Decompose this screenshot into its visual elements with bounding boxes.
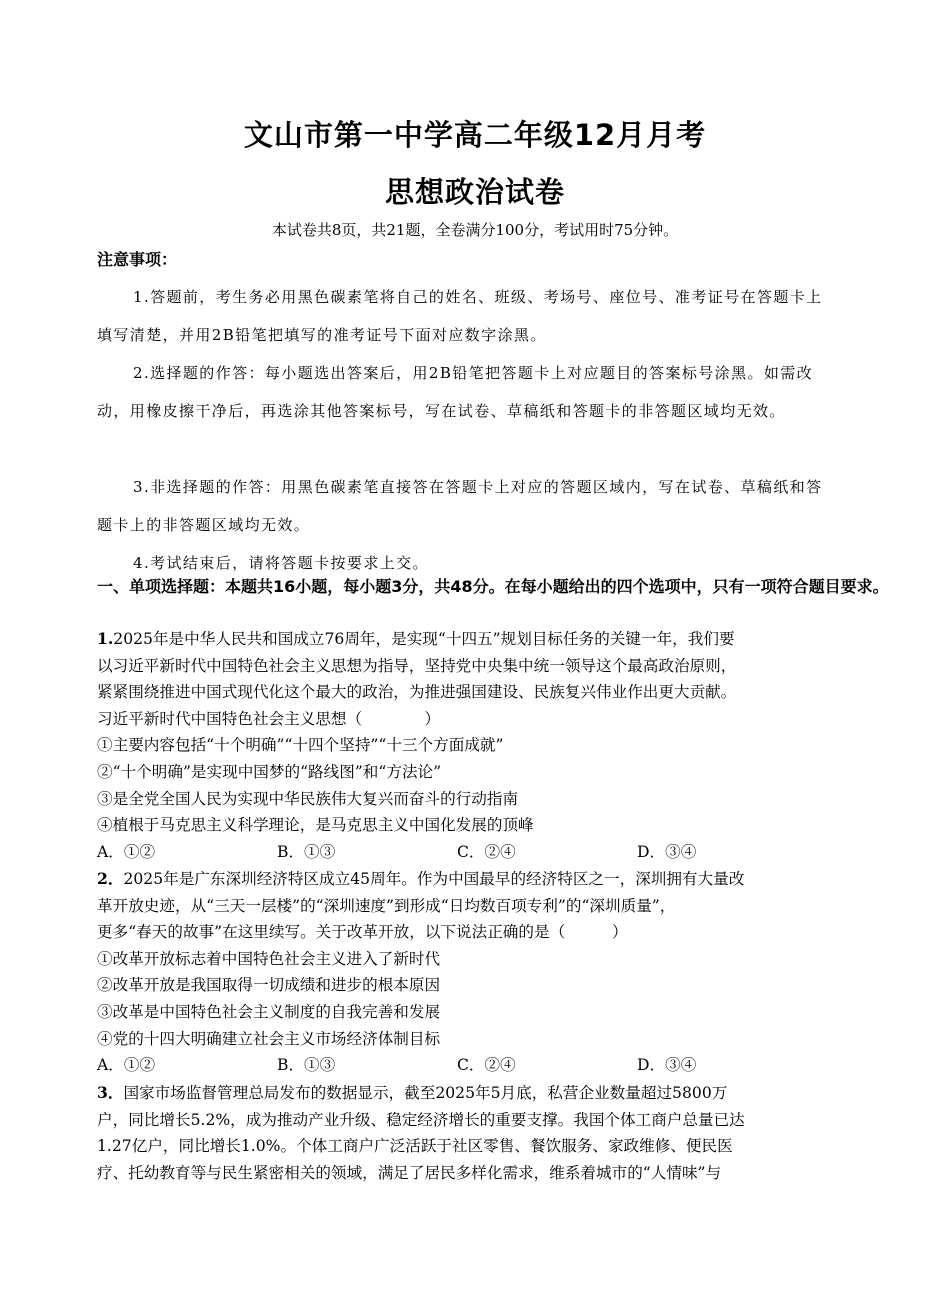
question-number: 3． [97,1083,124,1102]
question-stem-line: 革开放史迹，从“三天一层楼”的“深圳速度”到形成“日均数百项专利”的“深圳质量”， [97,896,676,915]
statement: ④植根于马克思主义科学理论，是马克思主义中国化发展的顶峰 [97,816,534,835]
option-b: B．①③ [277,842,336,861]
exam-title: 文山市第一中学高二年级12月月考 [243,118,707,152]
notice-item-1: 1.答题前，考生务必用黑色碳素笔将自己的姓名、班级、考场号、座位号、准考证号在答题卡上填写清楚，并用2B铅笔把填写的准考证号下面对应数字涂黑。 [97,288,823,344]
question-number: 2． [97,869,124,888]
option-d: D．③④ [637,842,697,861]
notice-heading: 注意事项： [97,250,178,269]
statement: ②“十个明确”是实现中国梦的“路线图”和“方法论” [97,762,442,781]
notice-item-2: 2.选择题的作答：每小题选出答案后，用2B铅笔把答题卡上对应题目的答案标号涂黑。如需改动，用橡皮擦干净后，再选涂其他答案标号，写在试卷、草稿纸和答题卡的非答题区域均无效。 [97,364,814,420]
answer-options [97,1052,857,1079]
question-stem-line: 紧紧围绕推进中国式现代化这个最大的政治，为推进强国建设、民族复兴伟业作出更大贡献。 [97,683,737,702]
question-3 [97,1080,857,1186]
exam-info: 本试卷共8页，共21题，全卷满分100分，考试用时75分钟。 [271,221,679,239]
statement: ②改革开放是我国取得一切成绩和进步的根本原因 [97,976,441,995]
question-1 [97,626,857,865]
exam-subtitle: 思想政治试卷 [384,175,565,209]
question-stem-line: 3．国家市场监督管理总局发布的数据显示，截至2025年5月底，私营企业数量超过5800万 [97,1083,728,1102]
section-heading: 一、单项选择题：本题共16小题，每小题3分，共48分。在每小题给出的四个选项中，只有一项符合题目要求。 [97,577,889,596]
option-c: C．②④ [457,842,516,861]
statement: ③改革是中国特色社会主义制度的自我完善和发展 [97,1002,441,1021]
question-stem-line: 2．2025年是广东深圳经济特区成立45周年。作为中国最早的经济特区之一，深圳拥有大量改 [97,869,745,888]
question-stem-line: 1.2025年是中华人民共和国成立76周年，是实现“十四五”规划目标任务的关键一年，我们要 [97,629,735,648]
answer-options [97,839,857,866]
question-stem-line: 习近平新时代中国特色社会主义思想（ ） [97,709,441,728]
statement: ③是全党全国人民为实现中华民族伟大复兴而奋斗的行动指南 [97,789,519,808]
statement: ①改革开放标志着中国特色社会主义进入了新时代 [97,949,441,968]
question-stem-line: 更多“春天的故事”在这里续写。关于改革开放，以下说法正确的是（ ） [97,923,628,942]
notice-item-4: 4.考试结束后，请将答题卡按要求上交。 [133,554,429,572]
option-a: A．①② [97,1056,156,1075]
option-d: D．③④ [637,1056,697,1075]
statement: ①主要内容包括“十个明确”“十四个坚持”“十三个方面成就” [97,736,504,755]
question-stem-line: 疗、托幼教育等与民生紧密相关的领域，满足了居民多样化需求，维系着城市的“人情味”与 [97,1163,722,1182]
question-number: 1. [97,629,114,648]
question-stem-line: 1.27亿户，同比增长1.0%。个体工商户广泛活跃于社区零售、餐饮服务、家政维修、便民医 [97,1137,733,1156]
question-stem-line: 以习近平新时代中国特色社会主义思想为指导，坚持党中央集中统一领导这个最高政治原则， [97,656,737,675]
question-2 [97,866,857,1079]
option-c: C．②④ [457,1056,516,1075]
notice-item-3: 3.非选择题的作答：用黑色碳素笔直接答在答题卡上对应的答题区域内，写在试卷、草稿纸和答题卡上的非答题区域均无效。 [97,478,823,534]
option-b: B．①③ [277,1056,336,1075]
question-stem-line: 户，同比增长5.2%，成为推动产业升级、稳定经济增长的重要支撑。我国个体工商户总量已达 [97,1110,745,1129]
statement: ④党的十四大明确建立社会主义市场经济体制目标 [97,1029,441,1048]
option-a: A．①② [97,842,156,861]
